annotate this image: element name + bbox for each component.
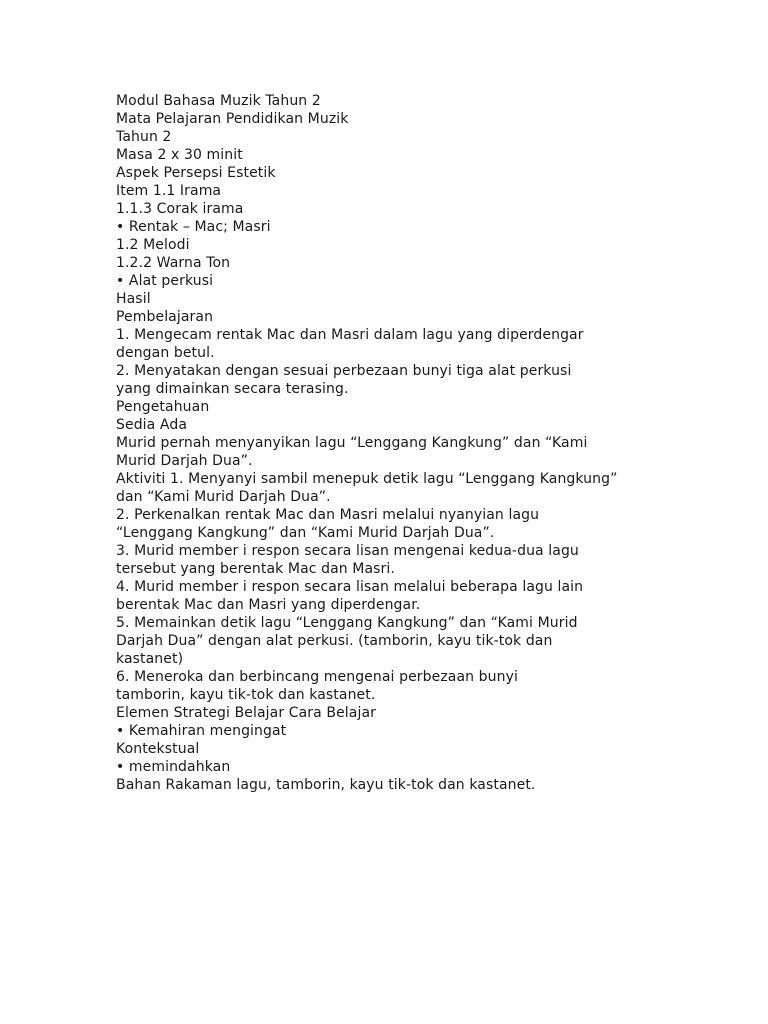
document-line: Murid pernah menyanyikan lagu “Lenggang Kangkung” dan “Kami bbox=[116, 435, 588, 451]
document-line: dengan betul. bbox=[116, 345, 215, 361]
document-line: 4. Murid member i respon secara lisan melalui beberapa lagu lain bbox=[116, 579, 584, 595]
document-line: 6. Meneroka dan berbincang mengenai perbezaan bunyi bbox=[116, 669, 518, 685]
document-line: Kontekstual bbox=[116, 741, 200, 757]
document-line: Darjah Dua” dengan alat perkusi. (tamborin, kayu tik-tok dan bbox=[116, 633, 553, 649]
document-line: Sedia Ada bbox=[116, 417, 188, 433]
document-line: kastanet) bbox=[116, 651, 184, 667]
document-line: tamborin, kayu tik-tok dan kastanet. bbox=[116, 687, 376, 703]
document-line: 1.2 Melodi bbox=[116, 237, 190, 253]
document-line: 3. Murid member i respon secara lisan mengenai kedua-dua lagu bbox=[116, 543, 579, 559]
document-line: • memindahkan bbox=[116, 759, 231, 775]
document-line: tersebut yang berentak Mac dan Masri. bbox=[116, 561, 395, 577]
document-line: • Alat perkusi bbox=[116, 273, 214, 289]
document-line: dan “Kami Murid Darjah Dua”. bbox=[116, 489, 331, 505]
document-line: 5. Memainkan detik lagu “Lenggang Kangkung” dan “Kami Murid bbox=[116, 615, 578, 631]
document-line: Hasil bbox=[116, 291, 151, 307]
document-line: Pembelajaran bbox=[116, 309, 214, 325]
document-line: 1.2.2 Warna Ton bbox=[116, 255, 231, 271]
document-line: Murid Darjah Dua”. bbox=[116, 453, 253, 469]
document-line: • Kemahiran mengingat bbox=[116, 723, 287, 739]
document-body bbox=[116, 92, 636, 794]
document-line: Masa 2 x 30 minit bbox=[116, 147, 243, 163]
document-line: Tahun 2 bbox=[116, 129, 172, 145]
document-line: 2. Perkenalkan rentak Mac dan Masri melalui nyanyian lagu bbox=[116, 507, 540, 523]
document-line: berentak Mac dan Masri yang diperdengar. bbox=[116, 597, 421, 613]
document-line: 2. Menyatakan dengan sesuai perbezaan bunyi tiga alat perkusi bbox=[116, 363, 572, 379]
document-line: Modul Bahasa Muzik Tahun 2 bbox=[116, 93, 321, 109]
document-line: Bahan Rakaman lagu, tamborin, kayu tik-tok dan kastanet. bbox=[116, 777, 536, 793]
document-line: Elemen Strategi Belajar Cara Belajar bbox=[116, 705, 376, 721]
document-line: Pengetahuan bbox=[116, 399, 210, 415]
document-line: “Lenggang Kangkung” dan “Kami Murid Darjah Dua”. bbox=[116, 525, 495, 541]
document-line: yang dimainkan secara terasing. bbox=[116, 381, 349, 397]
document-line: Aktiviti 1. Menyanyi sambil menepuk detik lagu “Lenggang Kangkung” bbox=[116, 471, 618, 487]
document-line: 1. Mengecam rentak Mac dan Masri dalam lagu yang diperdengar bbox=[116, 327, 584, 343]
document-line: Aspek Persepsi Estetik bbox=[116, 165, 276, 181]
document-line: 1.1.3 Corak irama bbox=[116, 201, 244, 217]
document-line: Mata Pelajaran Pendidikan Muzik bbox=[116, 111, 349, 127]
document-line: • Rentak – Mac; Masri bbox=[116, 219, 271, 235]
document-line: Item 1.1 Irama bbox=[116, 183, 222, 199]
